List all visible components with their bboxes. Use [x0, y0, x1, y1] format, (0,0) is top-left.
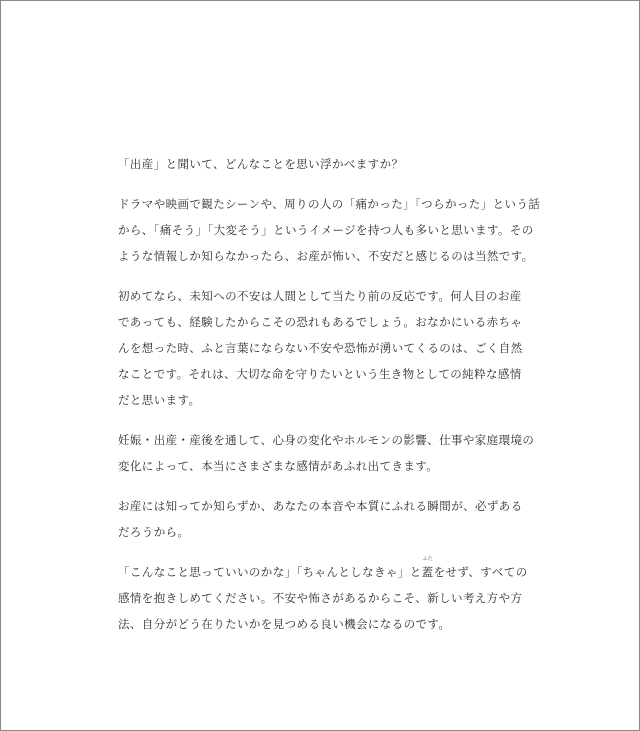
- text-line: んを想った時、ふと言葉にならない不安や恐怖が湧いてくるのは、ごく自然: [118, 341, 523, 355]
- kanji-text: 蓋: [421, 565, 434, 579]
- text-line: から、「痛そう」「大変そう」というイメージを持つ人も多いと思います。その: [118, 223, 534, 237]
- text-segment: をせず、すべての: [433, 565, 528, 579]
- paragraph-2: [118, 191, 541, 269]
- paragraph-5: [118, 493, 538, 545]
- text-line: お産には知ってか知らずか、あなたの本音や本質にふれる瞬間が、必ずある: [118, 499, 523, 513]
- text-line-with-ruby: [118, 556, 538, 585]
- text-line: 妊娠・出産・産後を通して、心身の変化やホルモンの影響、仕事や家庭環境の: [118, 433, 535, 447]
- text-line: ような情報しか知らなかったら、お産が怖い、不安だと感じるのは当然です。: [118, 249, 534, 263]
- text-line: なことです。それは、大切な命を守りたいという生き物としての純粋な感情: [118, 367, 522, 381]
- furigana: ふた: [422, 556, 433, 562]
- paragraph-3: [118, 283, 538, 413]
- text-line: 法、自分がどう在りたいかを見つめる良い機会になるのです。: [118, 617, 451, 631]
- ruby-kanji: [421, 556, 434, 579]
- text-segment: 「こんなこと思っていいのかな」「ちゃんとしなきゃ」と: [118, 565, 422, 579]
- paragraph-1: [118, 151, 538, 177]
- text-line: 変化によって、本当にさまざまな感情があふれ出てきます。: [118, 459, 439, 473]
- text-line: ドラマや映画で観たシーンや、周りの人の「痛かった」「つらかった」という話: [118, 197, 541, 211]
- text-line: 「出産」と聞いて、どんなことを思い浮かべますか？: [118, 157, 404, 171]
- text-line: だと思います。: [118, 393, 201, 407]
- body-text: [118, 151, 541, 651]
- text-line: 初めてなら、未知への不安は人間として当たり前の反応です。何人目のお産: [118, 289, 522, 303]
- paragraph-6: [118, 556, 538, 637]
- text-line: であっても、経験したからこその恐れもあるでしょう。おなかにいる赤ちゃ: [118, 315, 523, 329]
- paragraph-4: [118, 427, 538, 479]
- text-line: だろうから。: [118, 525, 190, 539]
- text-line: 感情を抱きしめてください。不安や怖さがあるからこそ、新しい考え方や方: [118, 591, 523, 605]
